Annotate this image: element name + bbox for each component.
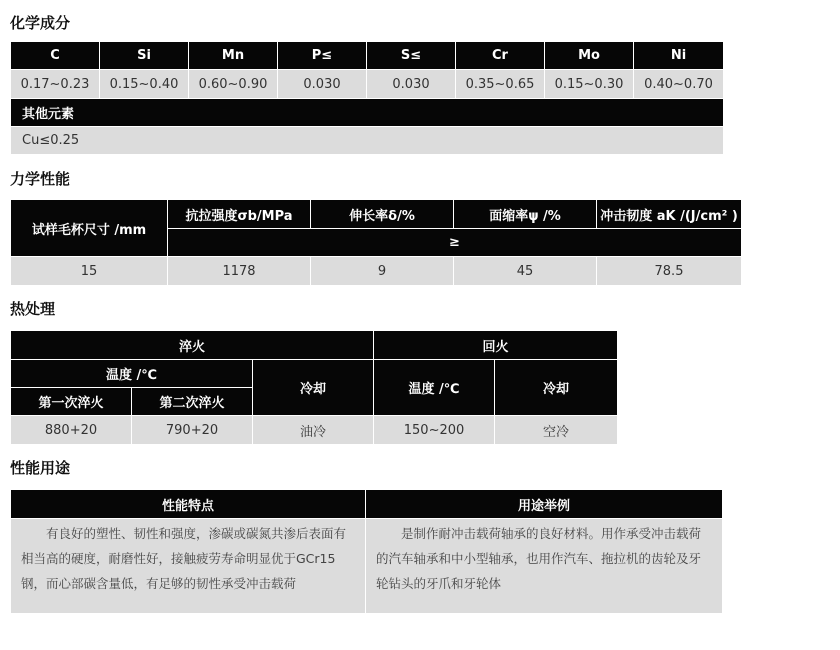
features-header: 性能特点 (11, 490, 366, 519)
mech-table (10, 199, 742, 286)
heat-header-row-2 (11, 360, 618, 388)
heat-table (10, 330, 618, 445)
chem-header-cell: Si (100, 42, 189, 70)
mech-header-cell: 面缩率ψ /% (454, 200, 597, 229)
heat-header-row-1 (11, 331, 618, 360)
chem-value-cell: 0.17~0.23 (11, 70, 100, 99)
chem-header-cell: S≤ (367, 42, 456, 70)
chem-table (10, 41, 724, 155)
chem-header-cell: C (11, 42, 100, 70)
other-elements-value: Cu≤0.25 (11, 127, 724, 155)
heat-section-title: 热处理 (10, 300, 56, 318)
usage-content-row (11, 519, 723, 614)
chem-header-cell: Mo (545, 42, 634, 70)
chem-value-cell: 0.030 (367, 70, 456, 99)
mech-section-title: 力学性能 (10, 170, 71, 188)
examples-header: 用途举例 (366, 490, 723, 519)
mech-header-cell: 伸长率δ/% (311, 200, 454, 229)
chem-header-cell: P≤ (278, 42, 367, 70)
chem-value-cell: 0.15~0.40 (100, 70, 189, 99)
mech-value-row (11, 257, 742, 286)
chem-header-row (11, 42, 724, 70)
usage-table (10, 489, 723, 614)
mech-value-cell: 45 (454, 257, 597, 286)
other-elements-label: 其他元素 (11, 99, 724, 127)
mech-value-cell: 15 (11, 257, 168, 286)
quench-header: 淬火 (11, 331, 374, 360)
chem-value-cell: 0.35~0.65 (456, 70, 545, 99)
temper-cooling-header: 冷却 (495, 360, 618, 416)
chem-value-cell: 0.030 (278, 70, 367, 99)
heat-value-cell: 790+20 (132, 416, 253, 445)
chem-header-cell: Cr (456, 42, 545, 70)
ge-symbol: ≥ (168, 229, 742, 257)
examples-text: 是制作耐冲击载荷轴承的良好材料。用作承受冲击载荷的汽车轴承和中小型轴承，也用作汽车、拖拉机的齿轮及牙轮钻头的牙爪和牙轮体 (366, 519, 723, 614)
heat-value-cell: 空冷 (495, 416, 618, 445)
quench-cooling-header: 冷却 (253, 360, 374, 416)
heat-value-cell: 150~200 (374, 416, 495, 445)
chem-section-title: 化学成分 (10, 14, 71, 32)
mech-value-cell: 1178 (168, 257, 311, 286)
heat-value-cell: 油冷 (253, 416, 374, 445)
chem-value-row (11, 70, 724, 99)
mech-header-cell: 抗拉强度σb/MPa (168, 200, 311, 229)
mech-header-cell: 冲击韧度 aK /(J/cm² ) (597, 200, 742, 229)
usage-section-title: 性能用途 (10, 459, 71, 477)
first-quench-header: 第一次淬火 (11, 388, 132, 416)
chem-value-cell: 0.40~0.70 (634, 70, 724, 99)
heat-value-cell: 880+20 (11, 416, 132, 445)
chem-value-cell: 0.15~0.30 (545, 70, 634, 99)
chem-header-cell: Ni (634, 42, 724, 70)
chem-value-cell: 0.60~0.90 (189, 70, 278, 99)
mech-value-cell: 78.5 (597, 257, 742, 286)
temper-temp-header: 温度 /℃ (374, 360, 495, 416)
specimen-size-header: 试样毛杯尺寸 /mm (11, 200, 168, 257)
heat-value-row (11, 416, 618, 445)
mech-value-cell: 9 (311, 257, 454, 286)
chem-other-header-row (11, 99, 724, 127)
mech-header-row (11, 200, 742, 229)
features-text: 有良好的塑性、韧性和强度，渗碳或碳氮共渗后表面有相当高的硬度，耐磨性好，接触疲劳寿命明显优于GCr15 钢，而心部碳含量低，有足够的韧性承受冲击载荷 (11, 519, 366, 614)
second-quench-header: 第二次淬火 (132, 388, 253, 416)
quench-temp-header: 温度 /℃ (11, 360, 253, 388)
chem-header-cell: Mn (189, 42, 278, 70)
temper-header: 回火 (374, 331, 618, 360)
chem-other-value-row (11, 127, 724, 155)
usage-header-row (11, 490, 723, 519)
